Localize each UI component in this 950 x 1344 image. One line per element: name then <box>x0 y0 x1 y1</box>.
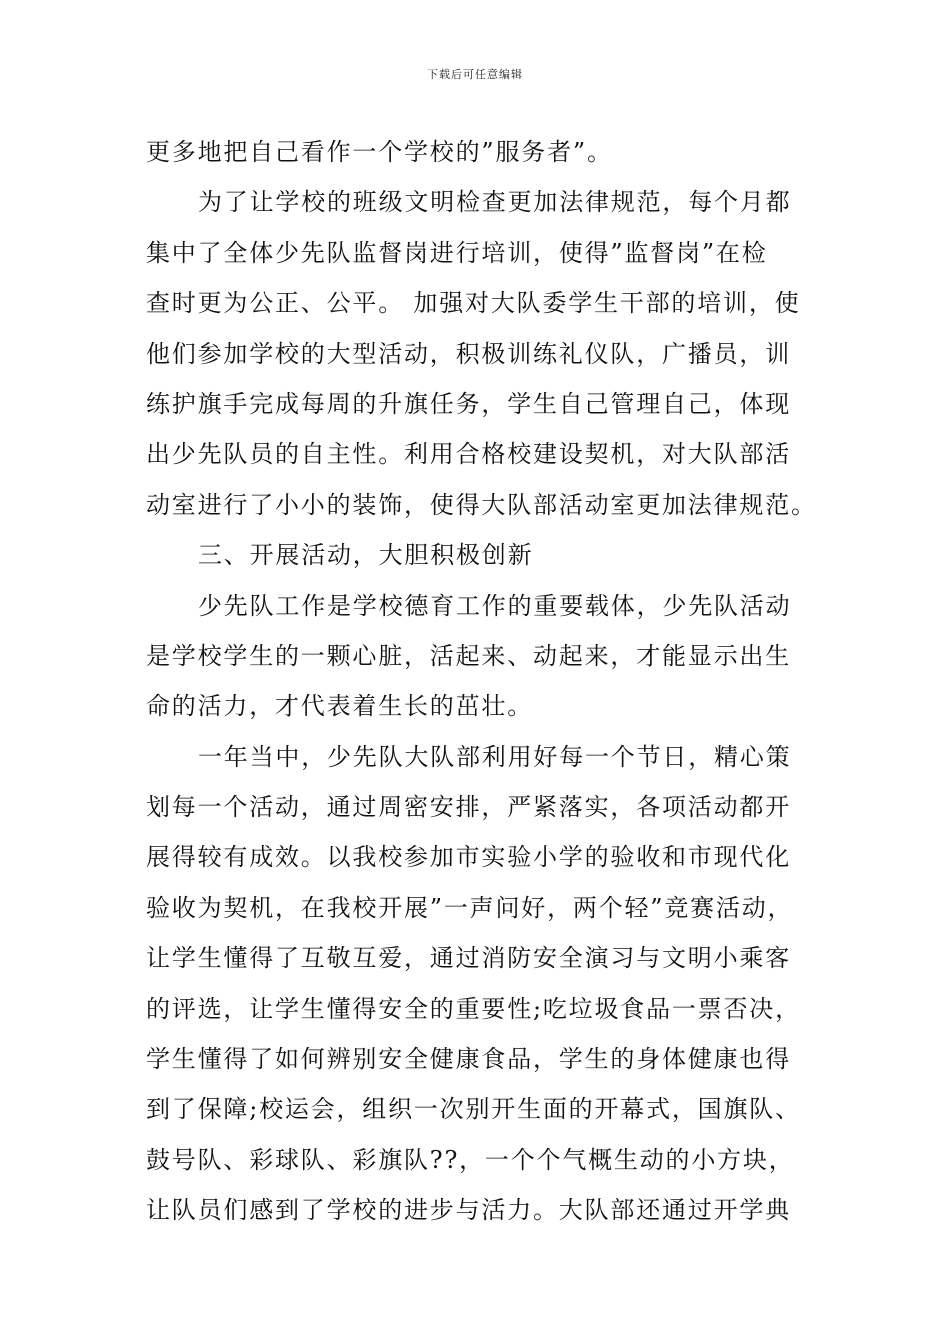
text-line: 的评选，让学生懂得安全的重要性;吃垃圾食品一票否决， <box>146 994 801 1023</box>
text-line: 验收为契机，在我校开展”一声问好，两个轻”竞赛活动， <box>146 893 794 922</box>
text-line: 展得较有成效。以我校参加市实验小学的验收和市现代化 <box>146 843 791 872</box>
text-line: 出少先队员的自主性。利用合格校建设契机，对大队部活 <box>146 440 791 469</box>
section-heading: 三、开展活动，大胆积极创新 <box>198 541 534 570</box>
text-line: 到了保障;校运会，组织一次别开生面的开幕式，国旗队、 <box>146 1095 801 1124</box>
text-line: 划每一个活动，通过周密安排，严紧落实，各项活动都开 <box>146 793 791 822</box>
text-line: 查时更为公正、公平。 加强对大队委学生干部的培训，使 <box>146 289 801 318</box>
text-line: 他们参加学校的大型活动，积极训练礼仪队，广播员，训 <box>146 339 791 368</box>
text-line: 少先队工作是学校德育工作的重要载体，少先队活动 <box>198 591 792 620</box>
text-line: 动室进行了小小的装饰，使得大队部活动室更加法律规范。 <box>146 490 817 519</box>
text-line: 集中了全体少先队监督岗进行培训，使得”监督岗”在检 <box>146 238 768 267</box>
text-line: 鼓号队、彩球队、彩旗队??，一个个气概生动的小方块， <box>146 1145 795 1174</box>
text-line: 学生懂得了如何辨别安全健康食品，学生的身体健康也得 <box>146 1045 791 1074</box>
text-line: 练护旗手完成每周的升旗任务，学生自己管理自己，体现 <box>146 389 791 418</box>
text-line: 更多地把自己看作一个学校的”服务者”。 <box>146 138 613 166</box>
text-line: 为了让学校的班级文明检查更加法律规范，每个月都 <box>198 188 792 217</box>
text-line: 让学生懂得了互敬互爱，通过消防安全演习与文明小乘客 <box>146 944 791 973</box>
text-line: 让队员们感到了学校的进步与活力。大队部还通过开学典 <box>146 1196 791 1225</box>
text-line: 一年当中，少先队大队部利用好每一个节日，精心策 <box>198 742 792 771</box>
page-header: 下载后可任意编辑 <box>427 68 523 81</box>
text-line: 命的活力，才代表着生长的茁壮。 <box>146 692 533 721</box>
document-body <box>146 127 836 1236</box>
text-line: 是学校学生的一颗心脏，活起来、动起来，才能显示出生 <box>146 641 791 670</box>
